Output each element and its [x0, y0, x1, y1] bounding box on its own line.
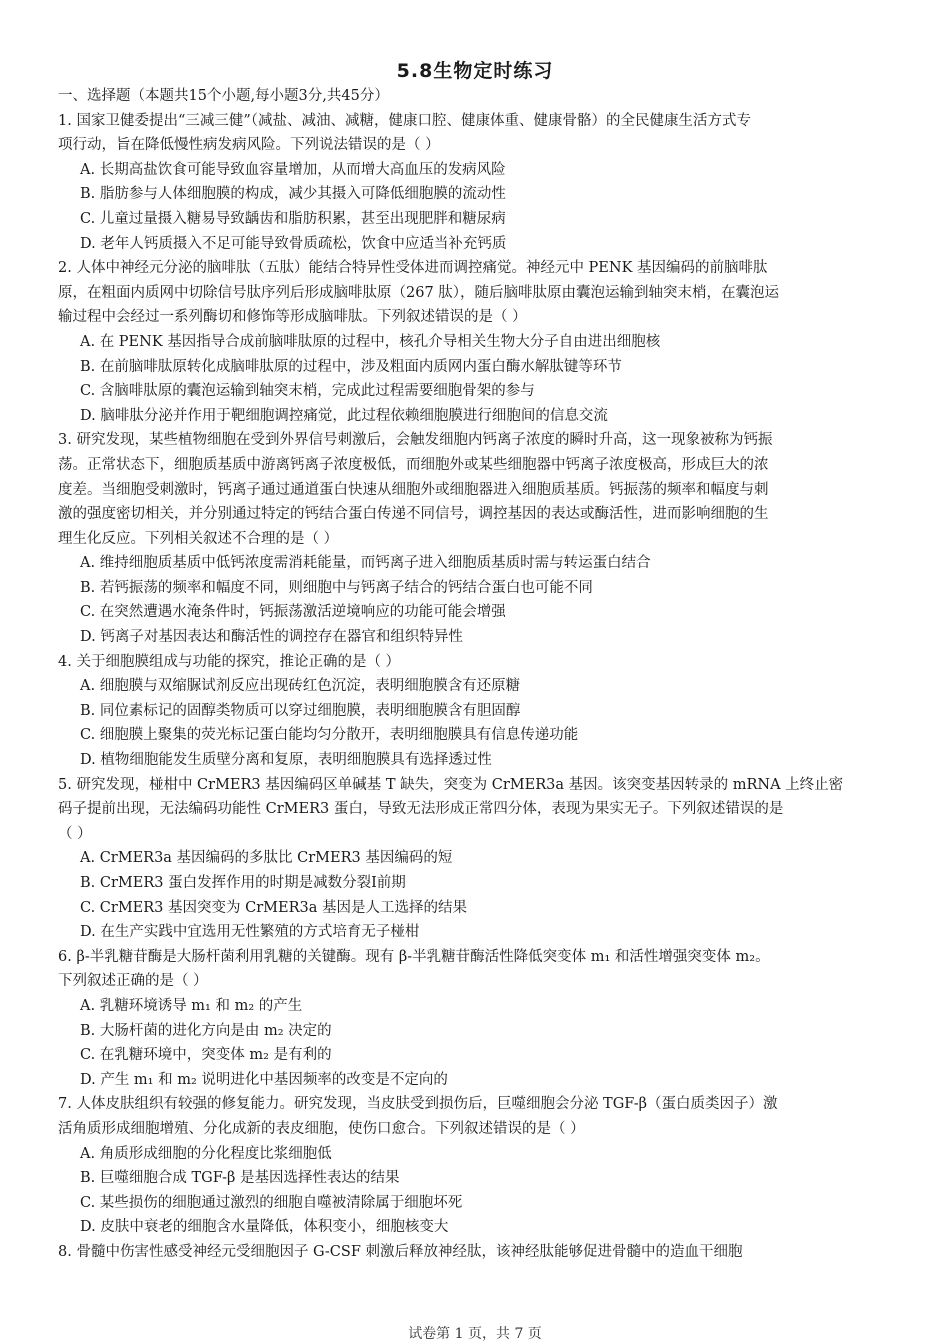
answer-option: D. 皮肤中衰老的细胞含水量降低，体积变小，细胞核变大: [80, 1219, 449, 1236]
question-text: 活角质形成细胞增殖、分化成新的表皮细胞，使伤口愈合。下列叙述错误的是（ ）: [58, 1120, 585, 1137]
answer-option: A. 细胞膜与双缩脲试剂反应出现砖红色沉淀，表明细胞膜含有还原糖: [80, 678, 521, 695]
question-text: 荡。正常状态下，细胞质基质中游离钙离子浓度极低，而细胞外或某些细胞器中钙离子浓度极高，形成巨大的浓: [58, 456, 769, 473]
answer-option: B. 若钙振荡的频率和幅度不同，则细胞中与钙离子结合的钙结合蛋白也可能不同: [80, 579, 593, 596]
question-text: 度差。当细胞受刺激时，钙离子通过通道蛋白快速从细胞外或细胞器进入细胞质基质。钙振荡的频率和幅度与刺: [58, 481, 769, 498]
answer-option: B. 同位素标记的固醇类物质可以穿过细胞膜，表明细胞膜含有胆固醇: [80, 702, 521, 719]
answer-option: A. 乳糖环境诱导 m₁ 和 m₂ 的产生: [80, 997, 303, 1014]
question-text: 理生化反应。下列相关叙述不合理的是（ ）: [58, 530, 339, 547]
answer-option: A. 长期高盐饮食可能导致血容量增加，从而增大高血压的发病风险: [80, 161, 506, 178]
answer-option: B. CrMER3 蛋白发挥作用的时期是减数分裂Ⅰ前期: [80, 875, 406, 891]
question-text: 5. 研究发现，椪柑中 CrMER3 基因编码区单碱基 T 缺失，突变为 CrMER3a 基因。该突变基因转录的 mRNA 上终止密: [58, 776, 844, 793]
answer-option: A. 维持细胞质基质中低钙浓度需消耗能量，而钙离子进入细胞质基质时需与转运蛋白结合: [80, 555, 651, 572]
question-text: 1. 国家卫健委提出“三减三健”（减盐、减油、减糖，健康口腔、健康体重、健康骨骼）的全民健康生活方式专: [58, 112, 752, 129]
answer-option: D. 钙离子对基因表达和酶活性的调控存在器官和组织特异性: [80, 629, 463, 646]
answer-option: C. 在乳糖环境中，突变体 m₂ 是有利的: [80, 1047, 332, 1064]
page-title: 5.8生物定时练习: [396, 60, 554, 82]
answer-option: D. 脑啡肽分泌并作用于靶细胞调控痛觉，此过程依赖细胞膜进行细胞间的信息交流: [80, 407, 608, 424]
question-text: 激的强度密切相关，并分别通过特定的钙结合蛋白传递不同信号，调控基因的表达或酶活性，进而影响细胞的生: [58, 506, 769, 523]
question-text: 6. β-半乳糖苷酶是大肠杆菌利用乳糖的关键酶。现有 β-半乳糖苷酶活性降低突变体 m₁ 和活性增强突变体 m₂。: [58, 948, 770, 965]
question-text: 项行动，旨在降低慢性病发病风险。下列说法错误的是（ ）: [58, 137, 440, 154]
question-text: 8. 骨髓中伤害性感受神经元受细胞因子 G-CSF 刺激后释放神经肽，该神经肽能够促进骨髓中的造血干细胞: [58, 1243, 743, 1260]
answer-option: D. 在生产实践中宜选用无性繁殖的方式培育无子椪柑: [80, 924, 420, 941]
question-text: 7. 人体皮肤组织有较强的修复能力。研究发现，当皮肤受到损伤后，巨噬细胞会分泌 TGF-β（蛋白质类因子）激: [58, 1096, 778, 1113]
answer-option: B. 巨噬细胞合成 TGF-β 是基因选择性表达的结果: [80, 1170, 400, 1187]
answer-option: C. 儿童过量摄入糖易导致龋齿和脂肪积累，甚至出现肥胖和糖尿病: [80, 210, 506, 227]
answer-option: C. 含脑啡肽原的囊泡运输到轴突末梢，完成此过程需要细胞骨架的参与: [80, 383, 535, 400]
question-text: 3. 研究发现，某些植物细胞在受到外界信号刺激后，会触发细胞内钙离子浓度的瞬时升高，这一现象被称为钙振: [58, 432, 773, 449]
question-text: 输过程中会经过一系列酶切和修饰等形成脑啡肽。下列叙述错误的是（ ）: [58, 309, 527, 326]
answer-option: A. 角质形成细胞的分化程度比浆细胞低: [80, 1145, 332, 1162]
answer-option: A. CrMER3a 基因编码的多肽比 CrMER3 基因编码的短: [80, 850, 453, 867]
answer-option: A. 在 PENK 基因指导合成前脑啡肽原的过程中，核孔介导相关生物大分子自由进出细胞核: [80, 333, 661, 350]
section-heading: 一、选择题（本题共15个小题,每小题3分,共45分）: [58, 88, 389, 104]
question-text: 下列叙述正确的是（ ）: [58, 973, 208, 990]
question-content: [58, 84, 896, 1265]
question-text: （ ）: [58, 825, 92, 842]
answer-option: C. 细胞膜上聚集的荧光标记蛋白能均匀分散开，表明细胞膜具有信息传递功能: [80, 727, 579, 744]
answer-option: D. 产生 m₁ 和 m₂ 说明进化中基因频率的改变是不定向的: [80, 1071, 448, 1088]
answer-option: B. 在前脑啡肽原转化成脑啡肽原的过程中，涉及粗面内质网内蛋白酶水解肽键等环节: [80, 358, 622, 375]
answer-option: C. 在突然遭遇水淹条件时，钙振荡激活逆境响应的功能可能会增强: [80, 604, 506, 621]
question-text: 码子提前出现，无法编码功能性 CrMER3 蛋白，导致无法形成正常四分体，表现为果实无子。下列叙述错误的是: [58, 801, 784, 818]
answer-option: B. 大肠杆菌的进化方向是由 m₂ 决定的: [80, 1022, 332, 1039]
answer-option: D. 植物细胞能发生质壁分离和复原，表明细胞膜具有选择透过性: [80, 752, 492, 769]
page-footer: 试卷第 1 页，共 7 页: [408, 1326, 542, 1342]
answer-option: C. CrMER3 基因突变为 CrMER3a 基因是人工选择的结果: [80, 899, 467, 916]
question-text: 2. 人体中神经元分泌的脑啡肽（五肽）能结合特异性受体进而调控痛觉。神经元中 PENK 基因编码的前脑啡肽: [58, 260, 768, 277]
answer-option: C. 某些损伤的细胞通过激烈的细胞自噬被清除属于细胞坏死: [80, 1194, 463, 1211]
question-text: 4. 关于细胞膜组成与功能的探究，推论正确的是（ ）: [58, 653, 401, 670]
answer-option: D. 老年人钙质摄入不足可能导致骨质疏松，饮食中应适当补充钙质: [80, 235, 507, 252]
question-text: 原，在粗面内质网中切除信号肽序列后形成脑啡肽原（267 肽），随后脑啡肽原由囊泡运输到轴突末梢，在囊泡运: [58, 284, 780, 301]
answer-option: B. 脂肪参与人体细胞膜的构成，减少其摄入可降低细胞膜的流动性: [80, 186, 506, 203]
